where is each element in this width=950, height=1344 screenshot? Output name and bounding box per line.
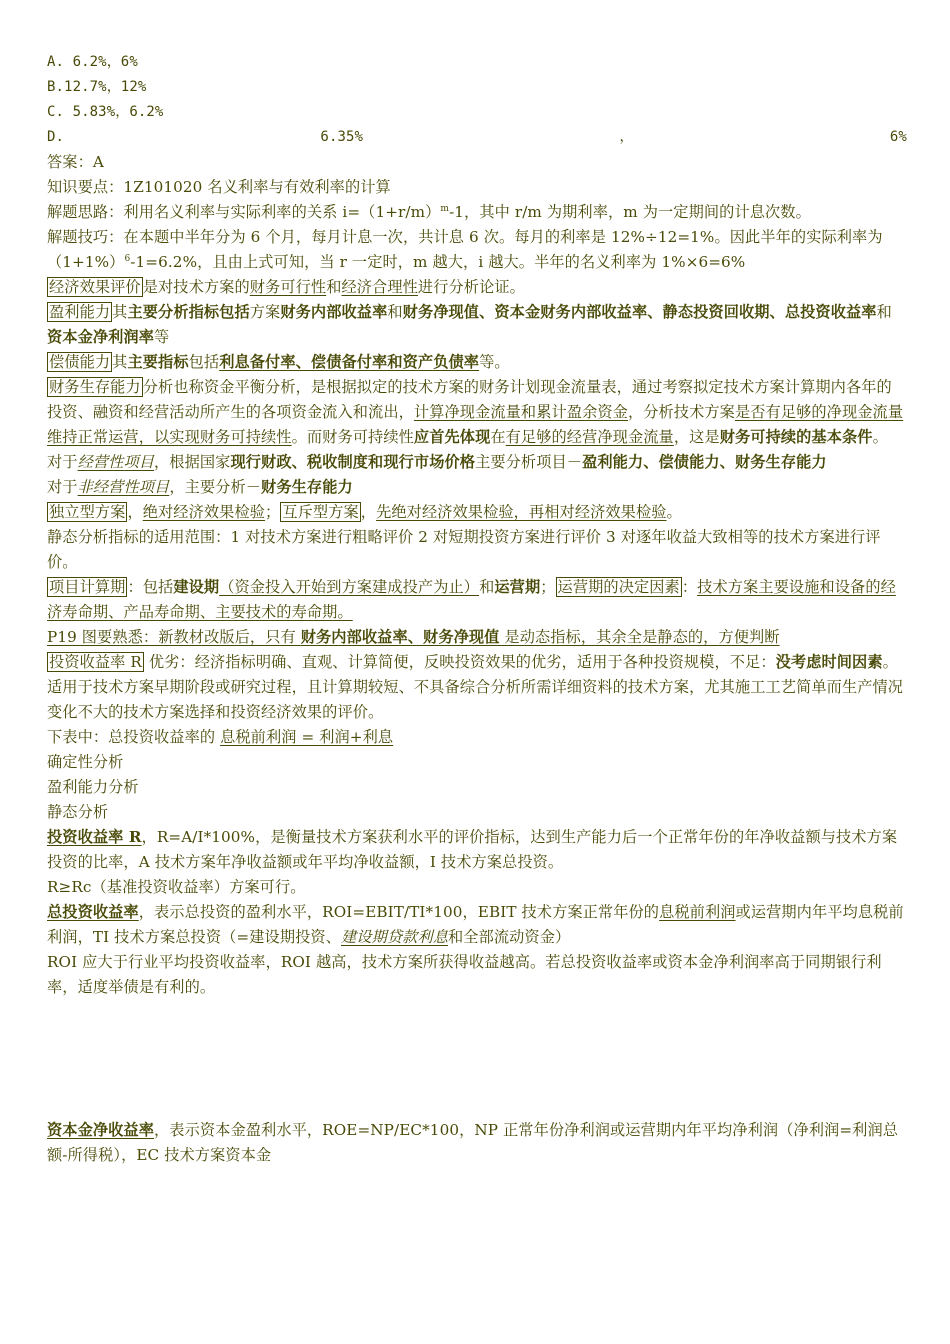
underlined-text: 息税前利润 (659, 903, 736, 921)
roi-note-para: ROI 应大于行业平均投资收益率，ROI 越高，技术方案所获得收益越高。若总投资收益率或资本金净利润率高于同期银行利率，适度举债是有利的。 (47, 953, 882, 996)
profitability-para (47, 300, 907, 350)
text: 分析也称资金平衡分析，是根据拟定的技术方案的财务计划现金流量表，通过考察拟定技术方案计算期内各年的投资、融资和经营活动所产生的各项资金流入和流出， (47, 378, 892, 421)
bold-text: 主要指标 (127, 353, 189, 371)
roi-definition-para (47, 825, 907, 875)
roi-term: 投资收益率 R (49, 653, 142, 671)
capital-return-para (47, 1118, 907, 1168)
text: 其 (112, 353, 128, 371)
solution-skill-sup: 6 (124, 253, 131, 264)
bold-text: 建设期 (173, 578, 220, 596)
calculation-period-para (47, 575, 907, 625)
bold-text: 现行财政、税收制度和现行市场价格 (230, 453, 476, 471)
text: 优劣：经济指标明确、直观、计算简便，反映投资效果的优劣，适用于各种投资规模，不足： (143, 653, 776, 671)
bold-text: 应首先体现 (413, 428, 491, 446)
underlined-text: 先绝对经济效果检验，再相对经济效果检验 (376, 503, 667, 521)
solvency-term: 偿债能力 (49, 353, 111, 371)
text: 和全部流动资金） (448, 928, 571, 946)
text: 包括 (188, 353, 220, 371)
underlined-text: （资金投入开始到方案建成投产为止） (219, 578, 480, 596)
construction-loan-interest: 建设期贷款利息 (340, 928, 448, 946)
text: ： (681, 578, 698, 596)
mutually-exclusive-scheme-term: 互斥型方案 (282, 503, 359, 521)
dynamic-indicators: 财务内部收益率、财务净现值 (300, 628, 500, 646)
bold-text: 资本金净利润率 (47, 328, 155, 346)
capital-return-term: 资本金净收益率 (47, 1121, 155, 1139)
heading-static: 静态分析 (47, 803, 109, 821)
operating-project-term: 经营性项目 (77, 453, 155, 471)
solution-skill (47, 225, 907, 275)
non-operating-project-term: 非经营性项目 (77, 478, 170, 496)
total-roi-term: 总投资收益率 (47, 903, 139, 921)
text: 对于 (47, 453, 78, 471)
text: ， (127, 503, 143, 521)
solvency-para (47, 350, 907, 375)
underlined-text: 是否有足够的净现金流量维持正常运营，以实现财务可持续性 (47, 403, 904, 446)
option-d-comma: ， (619, 129, 634, 145)
text: ，表示总投资的盈利水平，ROI=EBIT/TI*100，EBIT 技术方案正常年份的 (138, 903, 660, 921)
underlined-text: 有足够的经营净现金流量 (505, 428, 674, 446)
text: 。 (872, 428, 888, 446)
text: ； (265, 503, 281, 521)
underlined-text: 绝对经济效果检验 (142, 503, 266, 521)
underlined-text: 方便判断 (718, 628, 780, 646)
text: 是动态指标，其余全是静态的， (499, 628, 719, 646)
static-scope-para: 静态分析指标的适用范围：1 对技术方案进行粗略评价 2 对短期投资方案进行评价 3 对逐年收益大致相等的技术方案进行评价。 (47, 528, 881, 571)
solution-idea-sup: m (440, 203, 450, 214)
bold-text: 盈利能力、偿债能力、财务生存能力 (582, 453, 827, 471)
option-d-value-1: 6.35% (320, 129, 364, 145)
text: 是对技术方案的 (142, 278, 250, 296)
solution-idea (47, 200, 907, 225)
text: 下表中：总投资收益率的 (47, 728, 221, 746)
text: 其 (112, 303, 128, 321)
bold-text: 财务生存能力 (261, 478, 353, 496)
economic-evaluation-para (47, 275, 907, 300)
text: ，R=A/I*100%，是衡量技术方案获利水平的评价指标，达到生产能力后一个正常年份的年净收益额与技术方案投资的比率，A 技术方案年净收益额或年平均净收益额，I 技术方案总投资。 (47, 828, 898, 871)
text: 和 (387, 303, 403, 321)
text: ，分析技术方案 (627, 403, 735, 421)
text: P19 图要熟悉：新教材改版后，只有 (47, 628, 301, 646)
solution-idea-text-b: -1，其中 r/m 为期利率，m 为一定期间的计息次数。 (449, 203, 811, 221)
roi-definition-term: 投资收益率 R (47, 828, 142, 846)
text: 或运营期内年平均息税前利润，TI 技术方案总投资（=建设期投资、 (47, 903, 904, 946)
financial-feasibility: 财务可行性 (249, 278, 327, 296)
option-a: A. 6.2%，6% (47, 54, 138, 70)
option-b: B.12.7%，12% (47, 79, 147, 95)
option-d-letter: D. (47, 129, 65, 145)
operating-project-para (47, 450, 907, 475)
text: 进行分析论证。 (417, 278, 525, 296)
independent-scheme-term: 独立型方案 (49, 503, 126, 521)
text: ，这是 (673, 428, 720, 446)
bold-text: 财务净现值、资本金财务内部收益率、静态投资回收期、总投资收益率 (402, 303, 877, 321)
solution-idea-text-a: 解题思路：利用名义利率与实际利率的关系 i=（1+r/m） (47, 203, 441, 221)
text: ； (540, 578, 556, 596)
text: 。适用于技术方案早期阶段或研究过程，且计算期较短、不具备综合分析所需详细资料的技术方案，尤其施工工艺简单而生产情况变化不大的技术方案选择和投资经济效果的评价。 (47, 653, 904, 721)
solvency-indicators: 利息备付率、偿债备付率和资产负债率 (219, 353, 480, 371)
underlined-text: 技术方案主要设施和设备的经济寿命期、产品寿命期、主要技术的寿命期。 (47, 578, 896, 621)
knowledge-line: 知识要点：1Z101020 名义利率与有效利率的计算 (47, 178, 391, 196)
survival-term: 财务生存能力 (49, 378, 141, 396)
heading-profitability: 盈利能力分析 (47, 778, 139, 796)
total-roi-para (47, 900, 907, 950)
heading-deterministic: 确定性分析 (47, 753, 124, 771)
economic-evaluation-term: 经济效果评价 (49, 278, 141, 296)
bold-text: 财务内部收益率 (280, 303, 388, 321)
underlined-text: 息税前利润 = 利润+利息 (220, 728, 394, 746)
text: ，根据国家 (154, 453, 231, 471)
bold-text: 没考虑时间因素 (775, 653, 883, 671)
bold-text: 运营期 (494, 578, 541, 596)
text: 主要分析项目－ (475, 453, 583, 471)
solution-skill-text-b: -1=6.2%，且由上式可知，当 r 一定时，m 越大，i 越大。半年的名义利率为 1%×6=6% (130, 253, 746, 271)
text: 。而财务可持续性 (291, 428, 414, 446)
text: 方案 (249, 303, 281, 321)
text: 对于 (47, 478, 78, 496)
text: 和 (326, 278, 342, 296)
blank-space (47, 1000, 907, 1118)
solution-skill-text-a: 解题技巧：在本题中半年分为 6 个月，每月计息一次，共计息 6 次。每月的利率是 12%÷12=1%。因此半年的实际利率为（1+1%） (47, 228, 883, 271)
bold-text: 主要分析指标包括 (127, 303, 250, 321)
text: 和 (479, 578, 495, 596)
calculation-period-term: 项目计算期 (49, 578, 126, 596)
option-d-value-2: 6% (889, 129, 907, 145)
non-operating-project-para (47, 475, 907, 500)
text: 在 (490, 428, 506, 446)
roi-merits-para (47, 650, 907, 725)
text: 。 (666, 503, 682, 521)
underlined-text: 计算净现金流量和累计盈余资金 (413, 403, 628, 421)
text: 和 (876, 303, 892, 321)
bold-text: 财务可持续的基本条件 (719, 428, 873, 446)
text: ，表示资本金盈利水平，ROE=NP/EC*100，NP 正常年份净利润或运营期内年平均净利润（净利润=利润总额-所得税），EC 技术方案资本金 (47, 1121, 899, 1164)
scheme-type-para (47, 500, 907, 525)
operation-period-factor-term: 运营期的决定因素 (557, 578, 680, 596)
table-note-para (47, 725, 907, 750)
text: ，主要分析－ (169, 478, 262, 496)
option-c: C. 5.83%，6.2% (47, 104, 164, 120)
answer-line: 答案：A (47, 153, 104, 171)
survival-para (47, 375, 907, 450)
text: 等。 (479, 353, 510, 371)
text: ：包括 (127, 578, 174, 596)
p19-para (47, 625, 907, 650)
text: 等 (154, 328, 170, 346)
profitability-term: 盈利能力 (49, 303, 111, 321)
rc-line: R≥Rc（基准投资收益率）方案可行。 (47, 878, 306, 896)
text: ， (360, 503, 377, 521)
option-d (47, 125, 907, 150)
document-body (47, 50, 907, 1168)
economic-rationality: 经济合理性 (341, 278, 418, 296)
